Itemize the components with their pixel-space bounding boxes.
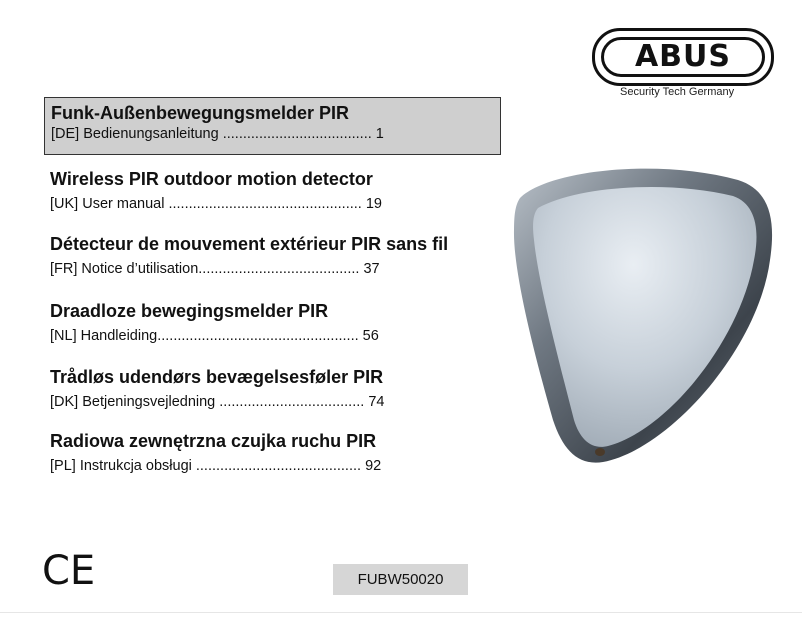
toc-title-nl: Draadloze bewegingsmelder PIR xyxy=(50,301,329,321)
toc-entry-dk[interactable] xyxy=(50,366,510,412)
brand-tagline: Security Tech Germany xyxy=(620,86,735,98)
toc-title-pl: Radiowa zewnętrzna czujka ruchu PIR xyxy=(50,431,377,451)
toc-title-dk: Trådløs udendørs bevægelsesføler PIR xyxy=(50,367,384,387)
toc-line-uk: [UK] User manual ................................................ 19 xyxy=(50,196,382,212)
toc-line-nl: [NL] Handleiding.................................................. 56 xyxy=(50,328,379,344)
toc-entry-pl[interactable] xyxy=(50,430,510,476)
toc-line-dk: [DK] Betjeningsvejledning .................................... 74 xyxy=(50,394,385,410)
toc-entry-de[interactable] xyxy=(44,97,501,155)
abus-logo xyxy=(592,28,770,100)
toc-line-fr: [FR] Notice d’utilisation........................................ 37 xyxy=(50,261,380,277)
toc-title-uk: Wireless PIR outdoor motion detector xyxy=(50,169,373,189)
motion-detector-image xyxy=(508,150,778,470)
logo-inner-oval xyxy=(601,37,765,77)
toc-title-fr: Détecteur de mouvement extérieur PIR sans fil xyxy=(50,234,449,254)
toc-line-de: [DE] Bedienungsanleitung ..................................... 1 xyxy=(51,126,384,142)
model-number: FUBW50020 xyxy=(333,564,468,595)
toc-line-pl: [PL] Instrukcja obsługi ......................................... 92 xyxy=(50,458,382,474)
toc-title-de: Funk-Außenbewegungsmelder PIR xyxy=(51,103,350,123)
detector-led xyxy=(595,448,605,456)
bottom-divider xyxy=(0,612,802,613)
ce-mark: CE xyxy=(42,548,96,594)
logo-oval xyxy=(592,28,774,86)
toc-entry-nl[interactable] xyxy=(50,300,510,346)
toc-entry-fr[interactable] xyxy=(50,233,510,279)
brand-name: ABUS xyxy=(634,39,732,74)
toc-entry-uk[interactable] xyxy=(50,168,510,214)
